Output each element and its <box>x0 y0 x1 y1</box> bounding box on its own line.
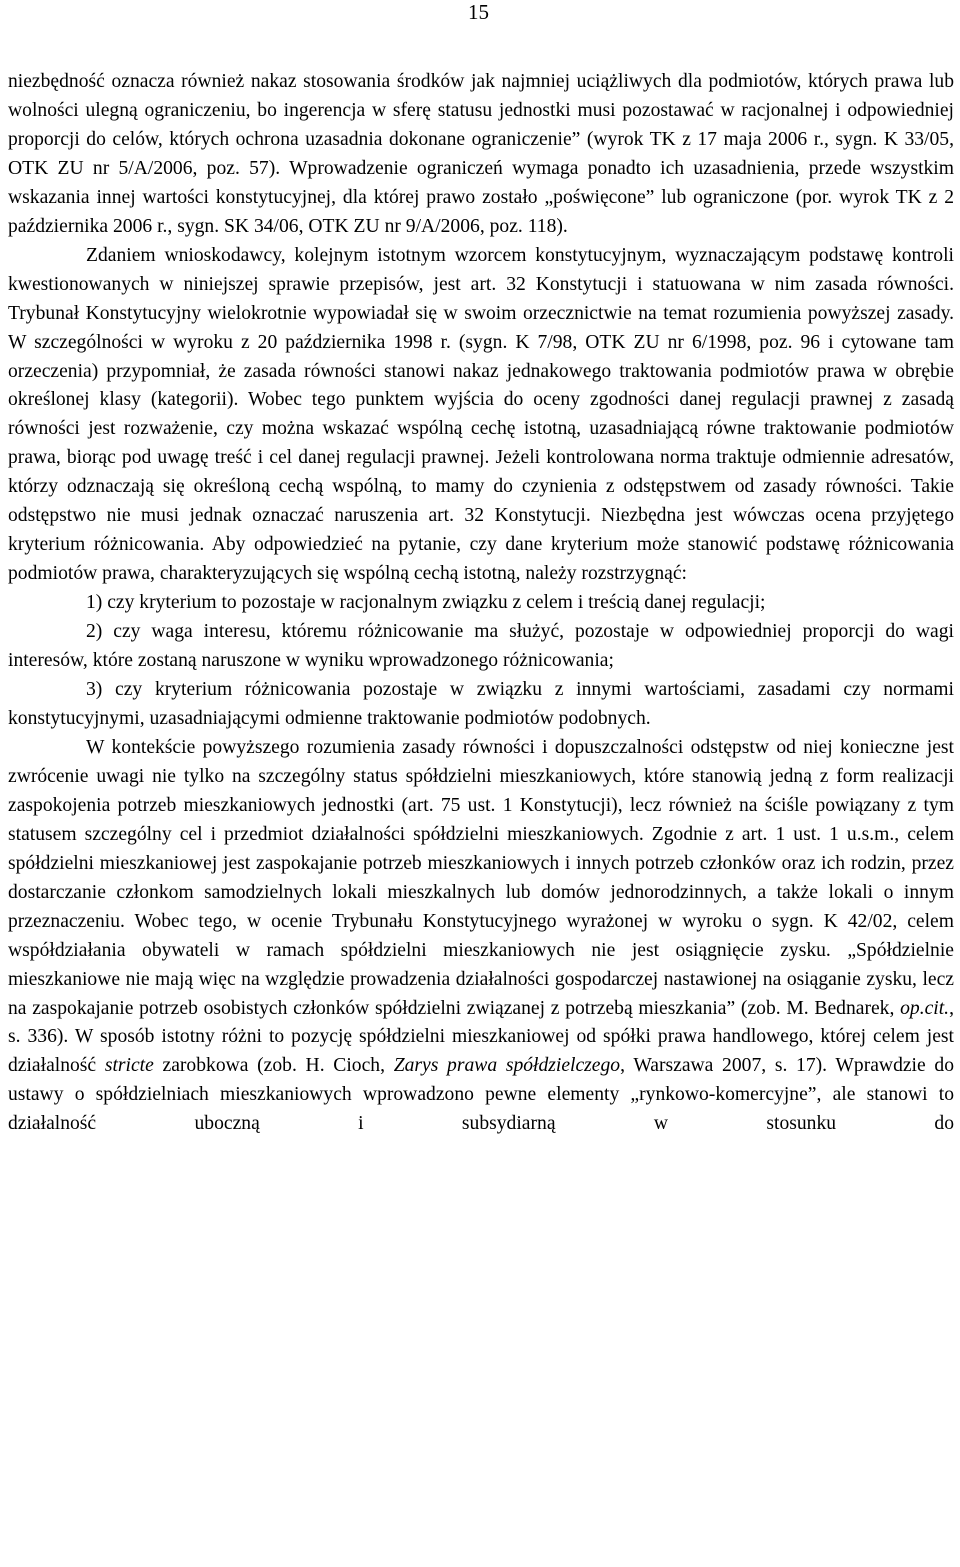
text-segment: , Warszawa 2007, s. 17). Wprawdzie do ustawy o spółdzielniach mieszkaniowych wprowadzono pewne elementy „rynkowo-komercyjne”, ale stanowi to działalność uboczną i subsydiarną w stosunku do <box>8 1055 954 1135</box>
paragraph-proportionality: niezbędność oznacza również nakaz stosowania środków jak najmniej uciążliwych dla podmiotów, których prawa lub wolności ulegną ograniczeniu, bo ingerencja w sferę statusu jednostki musi pozostawać w racjonalnej i odpowiedniej proporcji do celów, których ochrona uzasadnia dokonane ograniczenie” (wyrok TK z 17 maja 2006 r., sygn. K 33/05, OTK ZU nr 5/A/2006, poz. 57). Wprowadzenie ograniczeń wymaga ponadto ich uzasadnienia, przede wszystkim wskazania innej wartości konstytucyjnej, dla której prawo zostało „poświęcone” lub ograniczone (por. wyrok TK z 2 października 2006 r., sygn. SK 34/06, OTK ZU nr 9/A/2006, poz. 118). <box>8 71 954 237</box>
text-segment: , s. 336). W sposób istotny różni to pozycję spółdzielni mieszkaniowej od spółki prawa handlowego, której celem jest działalność <box>8 997 954 1077</box>
italic-op-cit: op.cit. <box>900 997 950 1019</box>
italic-book-title: Zarys prawa spółdzielczego <box>393 1055 621 1077</box>
text-segment: W kontekście powyższego rozumienia zasady równości i dopuszczalności odstępstw od niej konieczne jest zwrócenie uwagi nie tylko na szczególny status spółdzielni mieszkaniowych, które stanowią jedną z form realizacji zaspokojenia potrzeb mieszkaniowych jednostki (art. 75 ust. 1 Konstytucji), lecz również na ściśle powiązany z tym statusem szczególny cel i przedmiot działalności spółdzielni mieszkaniowych. Zgodnie z art. 1 ust. 1 u.s.m., celem spółdzielni mieszkaniowej jest zaspokajanie potrzeb mieszkaniowych i innych potrzeb członków oraz ich rodzin, przez dostarczanie członkom samodzielnych lokali mieszkalnych lub domów jednorodzinnych, a także lokali o innym przeznaczeniu. Wobec tego, w ocenie Trybunału Konstytucyjnego wyrażonej w wyroku o sygn. K 42/02, celem współdziałania obywateli w ramach spółdzielni mieszkaniowych nie jest osiągnięcie zysku. „Spółdzielnie mieszkaniowe nie mają więc na względzie prowadzenia działalności gospodarczej nastawionej na osiąganie zysku, lecz na zaspokajanie potrzeb osobistych członków spółdzielni związanej z potrzebą mieszkania” (zob. M. Bednarek, <box>8 736 954 1019</box>
list-item-criterion-2: 2) czy waga interesu, któremu różnicowanie ma służyć, pozostaje w odpowiedniej proporcji do wagi interesów, które zostaną naruszone w wyniku wprowadzonego różnicowania; <box>8 621 954 672</box>
list-item-criterion-3: 3) czy kryterium różnicowania pozostaje w związku z innymi wartościami, zasadami czy normami konstytucyjnymi, uzasadniającymi odmienne traktowanie podmiotów podobnych. <box>8 679 954 729</box>
paragraph-equality-principle: Zdaniem wnioskodawcy, kolejnym istotnym wzorcem konstytucyjnym, wyznaczającym podstawę kontroli kwestionowanych w niniejszej sprawie przepisów, jest art. 32 Konstytucji i statuowana w nim zasada równości. Trybunał Konstytucyjny wielokrotnie wypowiadał się w swoim orzecznictwie na temat rozumienia powyższej zasady. W szczególności w wyroku z 20 października 1998 r. (sygn. K 7/98, OTK ZU nr 6/1998, poz. 96 i cytowane tam orzeczenia) przypomniał, że zasada równości stanowi nakaz jednakowego traktowania podmiotów prawa w obrębie określonej klasy (kategorii). Wobec tego punktem wyjścia do oceny zgodności danej regulacji prawnej z zasadą równości jest rozważenie, czy można wskazać wspólną cechę istotną, uzasadniającą równe traktowanie podmiotów prawa, biorąc pod uwagę treść i cel danej regulacji prawnej. Jeżeli kontrolowana norma traktuje odmiennie adresatów, którzy odznaczają się określoną cechą wspólną, to mamy do czynienia z odstępstwem od zasady równości. Takie odstępstwo nie musi jednak oznaczać naruszenia art. 32 Konstytucji. Niezbędna jest wówczas ocena przyjętego kryterium różnicowania. Aby odpowiedzieć na pytanie, czy dane kryterium może stanowić podstawę różnicowania podmiotów prawa, charakteryzujących się wspólną cechą istotną, należy rozstrzygnąć: <box>8 244 954 585</box>
page-number: 15 <box>468 0 489 24</box>
document-body <box>8 68 954 1139</box>
text-segment: zarobkowa (zob. H. Cioch, <box>153 1055 394 1077</box>
italic-stricte: stricte <box>104 1055 154 1077</box>
paragraph-housing-cooperatives <box>8 734 954 1139</box>
list-item-criterion-1: 1) czy kryterium to pozostaje w racjonalnym związku z celem i treścią danej regulacji; <box>86 592 766 614</box>
